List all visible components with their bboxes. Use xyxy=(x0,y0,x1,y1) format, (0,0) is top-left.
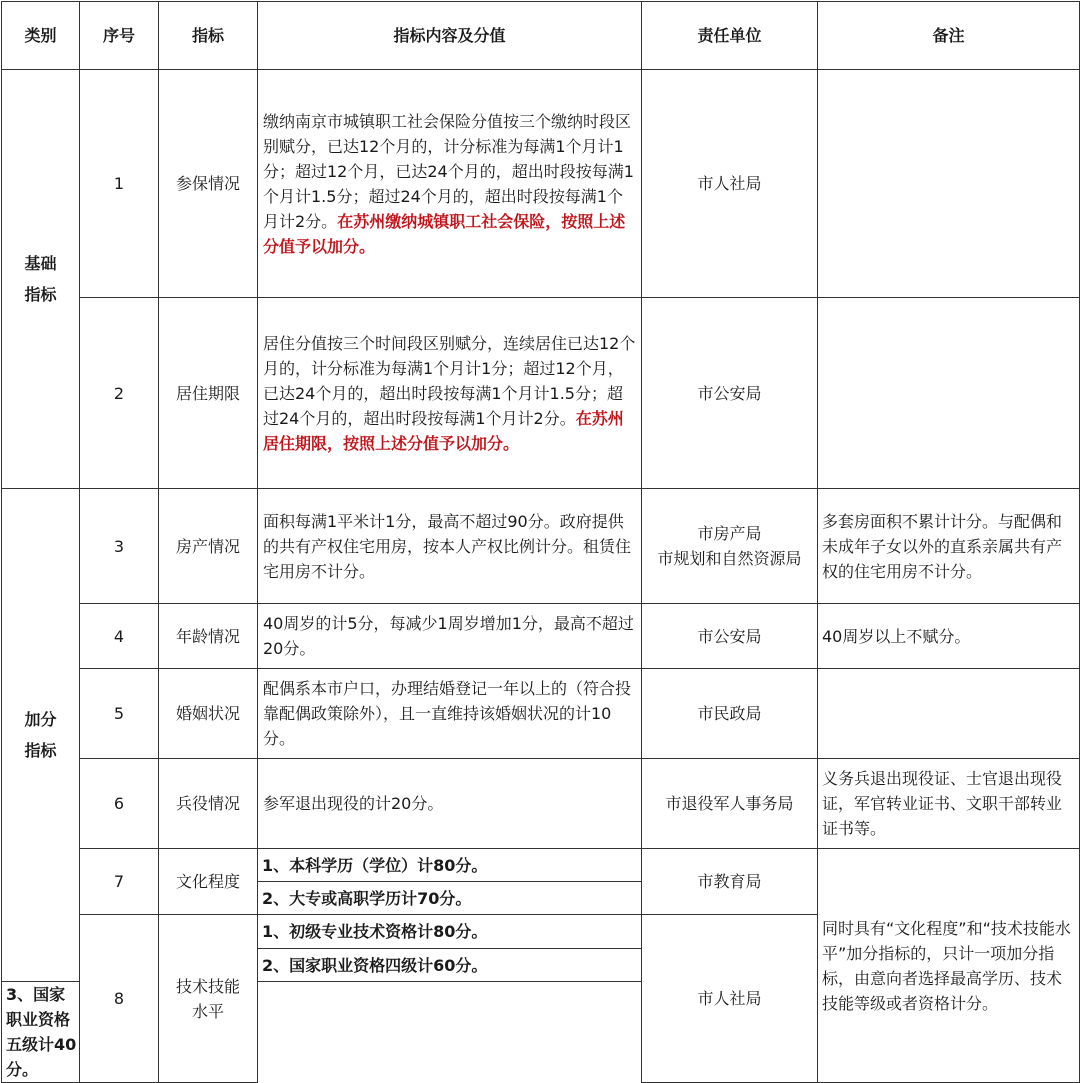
note-cell: 多套房面积不累计计分。与配偶和未成年子女以外的直系亲属共有产权的住宅用房不计分。 xyxy=(818,489,1080,604)
header-department: 责任单位 xyxy=(642,2,818,70)
content-item: 2、国家职业资格四级计60分。 xyxy=(258,949,642,982)
row-number: 3 xyxy=(80,489,159,604)
content-item: 2、大专或高职学历计70分。 xyxy=(258,882,642,915)
indicator-name: 参保情况 xyxy=(159,70,258,298)
content-item: 1、初级专业技术资格计80分。 xyxy=(258,915,642,949)
header-note: 备注 xyxy=(818,2,1080,70)
shared-note: 同时具有“文化程度”和“技术技能水平”加分指标的，只计一项加分指标，由意向者选择最高学历、技术技能等级或者资格计分。 xyxy=(818,849,1080,1083)
points-table xyxy=(1,1,1080,1083)
note-cell: 义务兵退出现役证、士官退出现役证，军官转业证书、文职干部转业证书等。 xyxy=(818,759,1080,849)
row-number: 4 xyxy=(80,604,159,669)
indicator-name: 居住期限 xyxy=(159,298,258,489)
table-row xyxy=(2,849,1080,882)
responsible-department: 市教育局 xyxy=(642,849,818,915)
indicator-content: 居住分值按三个时间段区别赋分，连续居住已达12个月的，计分标准为每满1个月计1分；超过12个月，已达24个月的，超出时段按每满1个月计1.5分；超过24个月的，超出时段按每满1个月计2分。在苏州居住期限，按照上述分值予以加分。 xyxy=(258,298,642,489)
responsible-department: 市公安局 xyxy=(642,298,818,489)
note-cell xyxy=(818,298,1080,489)
responsible-department: 市公安局 xyxy=(642,604,818,669)
row-number: 5 xyxy=(80,669,159,759)
header-indicator: 指标 xyxy=(159,2,258,70)
indicator-name: 婚姻状况 xyxy=(159,669,258,759)
table-row xyxy=(2,669,1080,759)
category-bonus: 加分 指标 xyxy=(2,489,80,982)
row-number: 7 xyxy=(80,849,159,915)
indicator-name: 技术技能 水平 xyxy=(159,915,258,1083)
indicator-name: 房产情况 xyxy=(159,489,258,604)
highlight-text: 在苏州缴纳城镇职工社会保险，按照上述分值予以加分。 xyxy=(263,211,626,256)
header-content: 指标内容及分值 xyxy=(258,2,642,70)
header-category: 类别 xyxy=(2,2,80,70)
row-number: 8 xyxy=(80,915,159,1083)
header-row xyxy=(2,2,1080,70)
indicator-content: 配偶系本市户口，办理结婚登记一年以上的（符合投靠配偶政策除外），且一直维持该婚姻状况的计10分。 xyxy=(258,669,642,759)
responsible-department: 市房产局 市规划和自然资源局 xyxy=(642,489,818,604)
responsible-department: 市人社局 xyxy=(642,70,818,298)
table-row xyxy=(2,70,1080,298)
responsible-department: 市人社局 xyxy=(642,915,818,1083)
note-cell: 40周岁以上不赋分。 xyxy=(818,604,1080,669)
note-cell xyxy=(818,70,1080,298)
content-item: 3、国家职业资格五级计40分。 xyxy=(2,982,80,1083)
indicator-name: 文化程度 xyxy=(159,849,258,915)
highlight-text: 在苏州居住期限，按照上述分值予以加分。 xyxy=(263,408,624,453)
table-row xyxy=(2,298,1080,489)
responsible-department: 市退役军人事务局 xyxy=(642,759,818,849)
category-basic: 基础 指标 xyxy=(2,70,80,489)
row-number: 1 xyxy=(80,70,159,298)
indicator-content: 参军退出现役的计20分。 xyxy=(258,759,642,849)
indicator-content: 40周岁的计5分，每减少1周岁增加1分，最高不超过20分。 xyxy=(258,604,642,669)
note-cell xyxy=(818,669,1080,759)
indicator-content: 面积每满1平米计1分，最高不超过90分。政府提供的共有产权住宅用房，按本人产权比例计分。租赁住宅用房不计分。 xyxy=(258,489,642,604)
header-number: 序号 xyxy=(80,2,159,70)
indicator-content: 缴纳南京市城镇职工社会保险分值按三个缴纳时段区别赋分，已达12个月的，计分标准为每满1个月计1分；超过12个月，已达24个月的，超出时段按每满1个月计1.5分；超过24个月的，超出时段按每满1个月计2分。在苏州缴纳城镇职工社会保险，按照上述分值予以加分。 xyxy=(258,70,642,298)
table-row xyxy=(2,604,1080,669)
table-row xyxy=(2,759,1080,849)
responsible-department: 市民政局 xyxy=(642,669,818,759)
indicator-name: 兵役情况 xyxy=(159,759,258,849)
content-item: 1、本科学历（学位）计80分。 xyxy=(258,849,642,882)
row-number: 6 xyxy=(80,759,159,849)
row-number: 2 xyxy=(80,298,159,489)
indicator-name: 年龄情况 xyxy=(159,604,258,669)
table-row xyxy=(2,489,1080,604)
